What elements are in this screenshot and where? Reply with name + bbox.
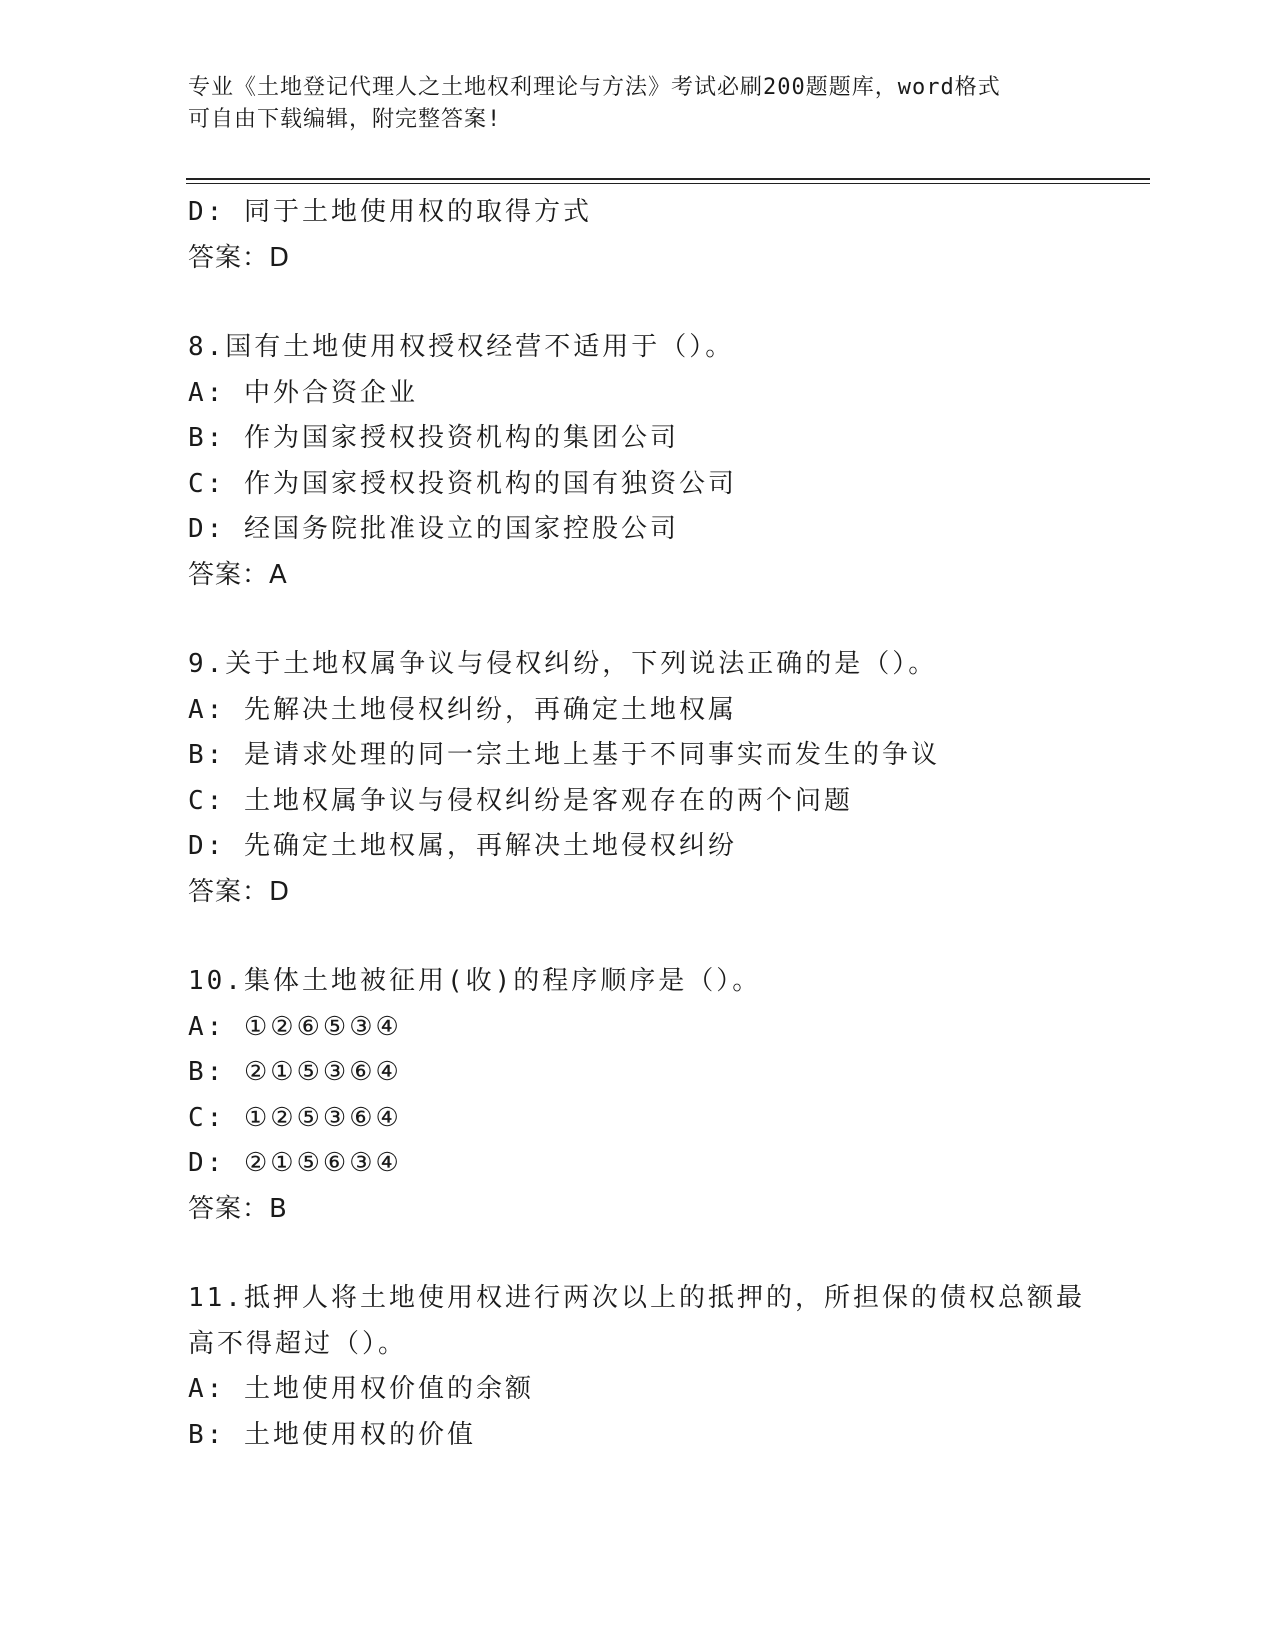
option-c: C: ①②⑤③⑥④ [188,1102,402,1133]
option-a: A: 中外合资企业 [188,377,418,408]
document-header [188,72,1068,136]
header-divider [186,178,1150,184]
answer-line: 答案：D [188,242,291,273]
question-stem-line-1: 11.抵押人将土地使用权进行两次以上的抵押的，所担保的债权总额最 [188,1283,1085,1313]
option-d: D: 经国务院批准设立的国家控股公司 [188,514,679,544]
option-c: C: 作为国家授权投资机构的国有独资公司 [188,468,737,499]
option-b: B: 土地使用权的价值 [188,1419,476,1450]
question-stem-line-2: 高不得超过（）。 [188,1328,408,1359]
question-list [188,190,1138,1458]
option-a: A: 先解决土地侵权纠纷，再确定土地权属 [188,694,737,725]
question-stem: 8.国有土地使用权授权经营不适用于（）。 [188,332,735,362]
answer-line: 答案：A [188,559,288,590]
question-8 [188,325,1138,598]
option-d: D: ②①⑤⑥③④ [188,1148,402,1178]
option-a: A: 土地使用权价值的余额 [188,1374,534,1404]
question-10 [188,959,1138,1232]
answer-line: 答案：B [188,1193,288,1224]
header-title-line-1: 专业《土地登记代理人之土地权利理论与方法》考试必刷200题题库，word格式 [188,75,1001,100]
option-b: B: 作为国家授权投资机构的集团公司 [188,423,679,453]
option-b: B: 是请求处理的同一宗土地上基于不同事实而发生的争议 [188,740,940,770]
question-9 [188,642,1138,915]
option-d: D: 同于土地使用权的取得方式 [188,197,592,227]
option-c: C: 土地权属争议与侵权纠纷是客观存在的两个问题 [188,785,853,816]
answer-line: 答案：D [188,876,291,907]
question-stem: 10.集体土地被征用(收)的程序顺序是（）。 [188,966,762,996]
option-a: A: ①②⑥⑤③④ [188,1011,402,1042]
question-stem: 9.关于土地权属争议与侵权纠纷，下列说法正确的是（）。 [188,649,938,679]
question-11 [188,1276,1138,1458]
header-title-line-2: 可自由下载编辑，附完整答案! [188,107,502,132]
option-b: B: ②①⑤③⑥④ [188,1057,402,1087]
previous-question-tail [188,190,1138,281]
option-d: D: 先确定土地权属，再解决土地侵权纠纷 [188,831,737,861]
